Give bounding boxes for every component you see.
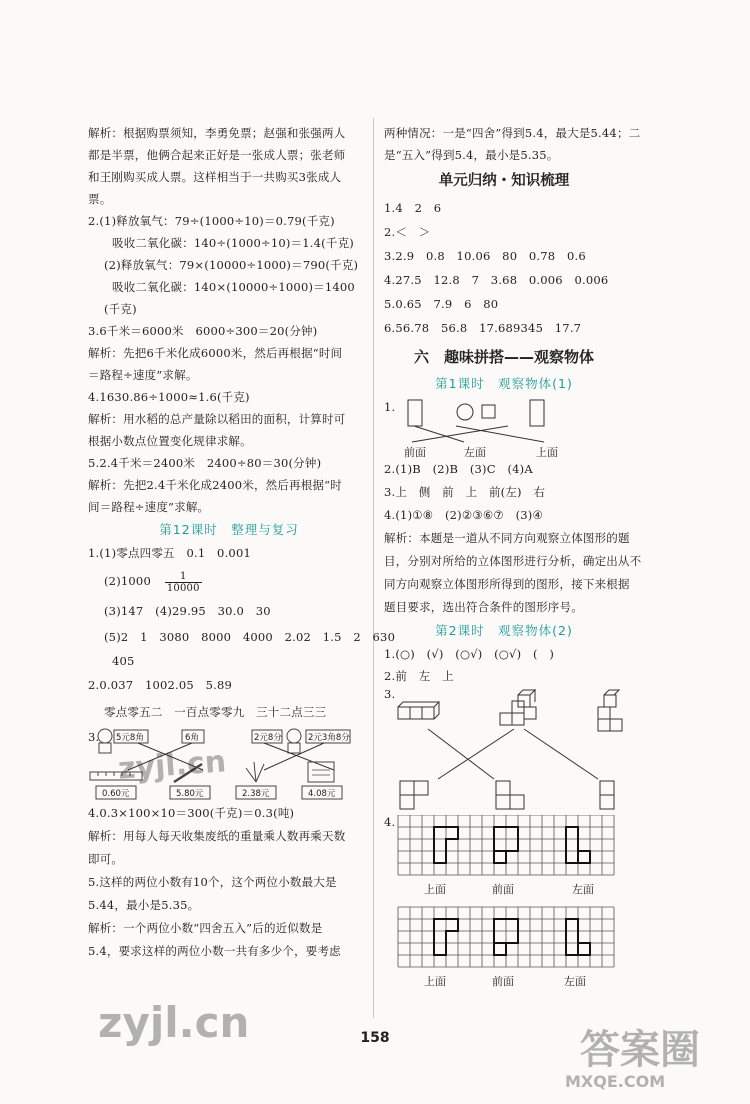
review-line-6: 2.0.037 1002.05 5.89	[88, 678, 233, 692]
left-tail-line-1: 4.0.3×100×10＝300(千克)＝0.3(吨)	[88, 806, 295, 820]
grid1-caption-front: 前面	[492, 883, 514, 896]
review-line-4: (5)2 1 3080 8000 4000 2.02 1.5 2 630	[104, 630, 396, 644]
left-answer-lines	[88, 122, 370, 518]
lesson1-line-6: 同方向观察立体图形所得到的图形，接下来根据	[384, 577, 630, 591]
left-line-11: 解析：先把6千米化成6000米，然后再根据“时间	[88, 346, 343, 360]
left-column	[88, 122, 396, 963]
watermark-bottom-right: MXQE.COM	[565, 1072, 666, 1091]
grid-1	[398, 815, 614, 875]
left-line-3: 和王刚购买成人票。这样相当于一共购买3张成人	[88, 170, 342, 184]
cube-stack-2	[500, 690, 536, 725]
watermark-mid: zyjl.cn	[116, 744, 228, 787]
grid-2	[398, 907, 614, 967]
watermark-logo: 答案圈	[580, 1027, 700, 1073]
review-line-7: 零点零五二 一百点零零九 三十二点三三	[104, 705, 327, 719]
child-icon	[287, 729, 301, 753]
left-tail-line-4: 5.这样的两位小数有10个，这个两位小数最大是	[88, 875, 337, 889]
lesson1-q1-label: 1.	[384, 400, 396, 414]
left-line-9: (千克)	[104, 302, 137, 316]
lesson2-title: 第2课时 观察物体(2)	[435, 623, 573, 638]
review-line-3: (3)147 (4)29.95 30.0 30	[104, 604, 271, 618]
unit-summary-title: 单元归纳・知识梳理	[438, 173, 570, 189]
grid2-caption-left: 左面	[564, 975, 586, 988]
square-shape	[482, 405, 495, 418]
left-line-5: 2.(1)释放氧气：79÷(1000÷10)＝0.79(千克)	[88, 214, 335, 228]
view-shape-3	[600, 781, 614, 809]
lesson12-title: 第12课时 整理与复习	[159, 522, 299, 537]
unit-summary-lines	[384, 196, 624, 340]
price-top-4: 2元3角8分	[308, 733, 350, 743]
lesson2-q4-label: 4.	[384, 815, 396, 829]
tall-rectangle-shape	[408, 400, 422, 426]
view-shape-1	[400, 781, 428, 809]
left-tail-line-5: 5.44，最小是5.35。	[88, 898, 200, 912]
cube-stack-1	[398, 702, 439, 719]
lesson1-line-5: 目，分别对所给的立体图形进行分析，确定出从不	[384, 554, 642, 568]
left-line-17: 解析：先把2.4千米化成2400米，然后再根据“时	[88, 478, 342, 492]
left-tail-lines	[88, 802, 370, 963]
price-bottom-3: 2.38元	[242, 789, 270, 799]
chapter-title: 六 趣味拼搭——观察物体	[413, 348, 594, 366]
caption-left: 左面	[464, 446, 486, 459]
right-line-1: 两种情况：一是“四舍”得到5.4，最大是5.44；二	[384, 126, 641, 140]
left-line-12: ＝路程÷速度”求解。	[88, 368, 198, 382]
cube-matching-svg	[384, 687, 624, 811]
left-line-6: 吸收二氧化碳：140÷(1000÷10)＝1.4(千克)	[112, 236, 354, 250]
price-top-1: 5元8角	[116, 733, 144, 743]
unit-summary-line-5: 5.0.65 7.9 6 80	[384, 297, 499, 311]
lesson1-line-2: 3.上 侧 前 上 前(左) 右	[384, 485, 546, 499]
lesson2-q3-label: 3.	[384, 687, 396, 701]
lesson1-line-7: 题目要求，选出符合条件的图形序号。	[384, 600, 583, 614]
cube-stack-3	[598, 690, 622, 731]
right-column	[384, 122, 642, 991]
unit-summary-line-1: 1.4 2 6	[384, 201, 442, 215]
left-line-13: 4.1630.86÷1000≈1.6(千克)	[88, 390, 250, 404]
left-line-7: (2)释放氧气：79×(10000÷1000)＝790(千克)	[104, 258, 359, 272]
grid2-caption-front: 前面	[492, 975, 514, 988]
fraction	[165, 571, 202, 594]
left-line-1: 解析：根据购票须知，李勇免票；赵强和张强两人	[88, 126, 346, 140]
grid1-caption-top: 上面	[424, 883, 446, 896]
price-top-3: 2元8分	[254, 733, 282, 743]
grid1-left-view	[566, 827, 590, 863]
left-line-16: 5.2.4千米＝2400米 2400÷80＝30(分钟)	[88, 456, 322, 470]
page-number: 158	[360, 1030, 390, 1046]
view-shape-2	[496, 781, 524, 809]
cube-matching-figure	[384, 687, 624, 811]
left-line-4: 票。	[88, 192, 112, 206]
lesson1-line-1: 2.(1)B (2)B (3)C (4)A	[384, 462, 533, 476]
left-line-10: 3.6千米＝6000米 6000÷300＝20(分钟)	[88, 324, 318, 338]
lesson1-line-3: 4.(1)①⑧ (2)②③⑥⑦ (3)④	[384, 508, 544, 522]
unit-summary-line-2: 2.＜ ＞	[384, 225, 431, 239]
watermark-bottom-left: zyjl.cn	[98, 998, 250, 1047]
review-line-2	[88, 564, 370, 598]
price-bottom-1: 0.60元	[102, 789, 130, 799]
left-tail-line-2: 解析：用每人每天收集废纸的重量乘人数再乘天数	[88, 829, 346, 843]
grid-svg	[384, 815, 624, 991]
review-frac-prefix: (2)1000	[104, 574, 151, 588]
left-tail-line-7: 5.4，要求这样的两位小数一共有多少个，要考虑	[88, 944, 341, 958]
grid2-caption-top: 上面	[424, 975, 446, 988]
q3-label: 3.	[88, 730, 100, 744]
circle-shape	[457, 404, 473, 420]
price-bottom-4: 4.08元	[308, 789, 336, 799]
tall-rectangle-shape	[530, 400, 544, 426]
unit-summary-line-3: 3.2.9 0.8 10.06 80 0.78 0.6	[384, 249, 586, 263]
lesson2-line-2: 2.前 左 上	[384, 669, 454, 683]
fraction-numerator: 1	[165, 571, 202, 583]
left-line-14: 解析：用水稻的总产量除以稻田的面积，计算时可	[88, 412, 346, 426]
unit-summary-line-4: 4.27.5 12.8 7 3.68 0.006 0.006	[384, 273, 609, 287]
unit-summary-line-6: 6.56.78 56.8 17.689345 17.7	[384, 321, 582, 335]
right-line-2: 是“五入”得到5.4，最小是5.35。	[384, 148, 559, 162]
left-tail-line-6: 解析：一个两位小数“四舍五入”后的近似数是	[88, 921, 323, 935]
grid2-left-view	[566, 919, 590, 955]
left-tail-line-3: 即可。	[88, 852, 124, 866]
price-bottom-2: 5.80元	[176, 789, 204, 799]
view-matching-figure	[384, 396, 624, 458]
review-line-1: 1.(1)零点四零五 0.1 0.001	[88, 546, 251, 560]
caption-top: 上面	[536, 446, 558, 459]
caption-front: 前面	[404, 446, 426, 459]
left-line-2: 都是半票，他俩合起来正好是一张成人票；张老师	[88, 148, 346, 162]
grid1-caption-left: 左面	[572, 883, 594, 896]
left-line-15: 根据小数点位置变化规律求解。	[88, 434, 252, 448]
plant-icon	[246, 762, 264, 782]
child-icon	[98, 729, 112, 753]
left-line-8: 吸收二氧化碳：140×(10000÷1000)＝1400	[112, 280, 355, 294]
lesson1-line-4: 解析：本题是一道从不同方向观察立体图形的题	[384, 531, 630, 545]
grid-figure	[384, 815, 624, 991]
review-line-5: 405	[112, 654, 135, 668]
price-top-2: 6角	[185, 733, 199, 743]
lesson1-answer-lines	[384, 458, 642, 619]
fraction-denominator: 10000	[166, 582, 200, 594]
lesson1-title: 第1课时 观察物体(1)	[435, 376, 573, 391]
column-divider	[373, 118, 374, 1018]
left-line-18: 间＝路程÷速度”求解。	[88, 500, 210, 514]
lesson2-line-1: 1.(○) (√) (○√) (○√) ( )	[384, 647, 555, 661]
